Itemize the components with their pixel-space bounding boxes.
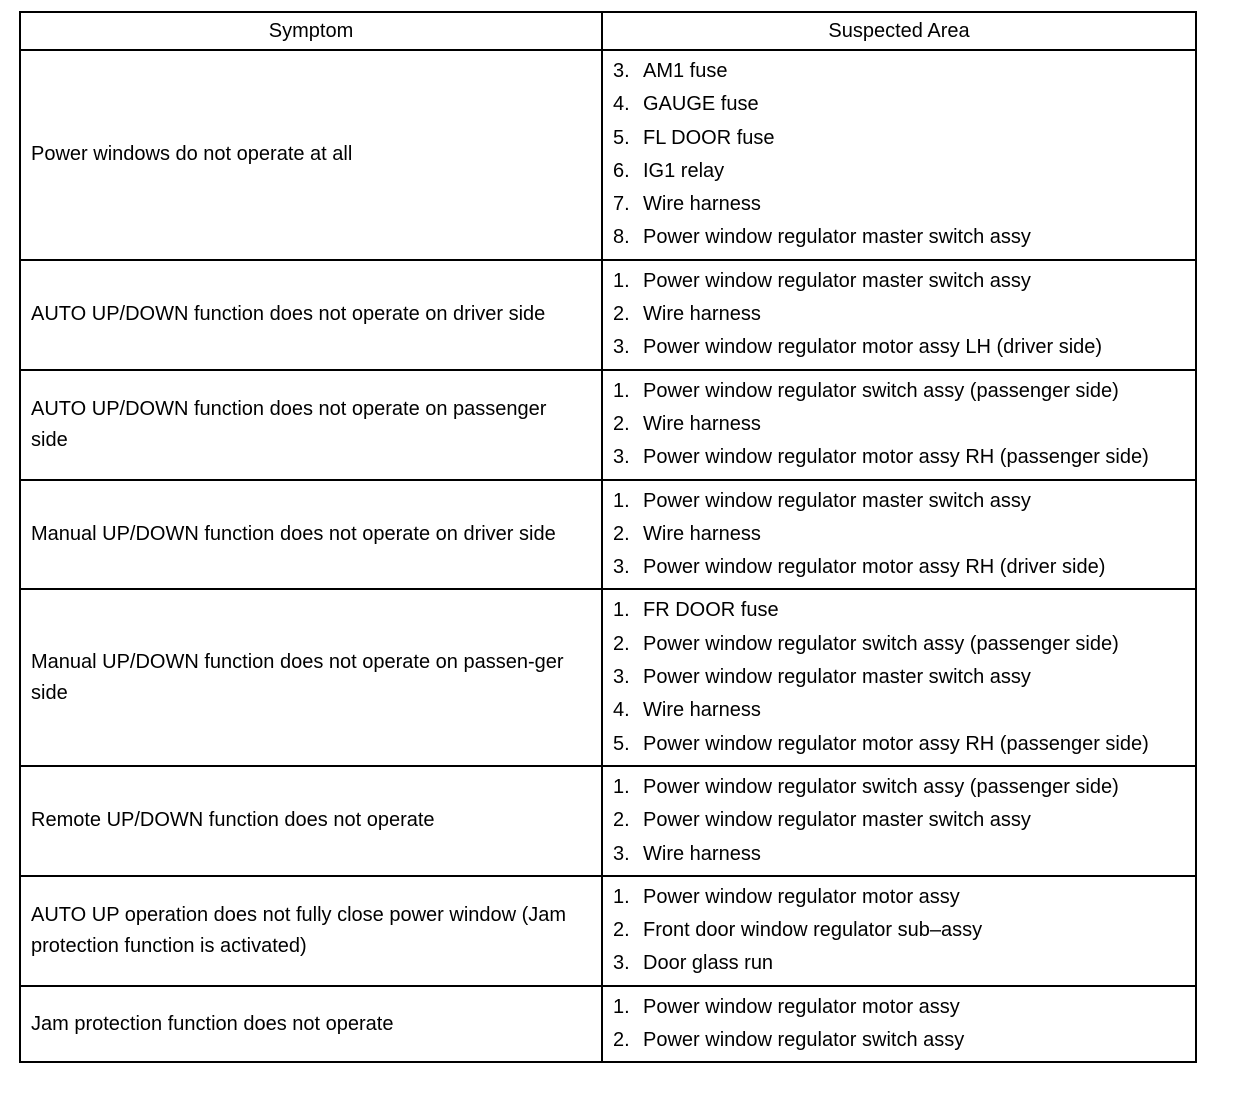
item-text: Power window regulator motor assy RH (passenger side) [643, 732, 1149, 755]
suspected-area-item [613, 914, 1185, 947]
item-text: Power window regulator motor assy LH (driver side) [643, 336, 1103, 359]
item-text: IG1 relay [643, 159, 725, 182]
item-number: 3. [613, 60, 630, 82]
suspected-area-item [613, 838, 1185, 871]
suspected-area-list [613, 594, 1185, 760]
item-number: 2. [613, 919, 630, 942]
item-number: 2. [613, 632, 630, 655]
symptom-cell: Manual UP/DOWN function does not operate on passen-ger side [20, 589, 602, 765]
table-row [20, 370, 1196, 480]
item-text: Wire harness [643, 412, 761, 435]
item-text: Power window regulator switch assy (passenger side) [643, 379, 1119, 402]
item-number: 5. [613, 126, 630, 149]
item-number: 6. [613, 159, 630, 182]
item-number: 3. [613, 842, 630, 865]
item-text: AM1 fuse [643, 60, 728, 82]
item-number: 2. [613, 809, 630, 832]
suspected-area-item [613, 594, 1185, 627]
item-text: Power window regulator master switch assy [643, 809, 1031, 832]
suspected-area-item [613, 1024, 1185, 1057]
item-number: 1. [613, 775, 630, 798]
item-text: Power window regulator master switch assy [643, 666, 1031, 689]
item-number: 1. [613, 599, 630, 622]
item-text: Power window regulator master switch assy [643, 269, 1031, 292]
suspected-area-item [613, 122, 1185, 155]
item-text: GAUGE fuse [643, 93, 759, 116]
suspected-area-list [613, 375, 1185, 475]
table-row [20, 480, 1196, 590]
suspected-area-cell [602, 370, 1196, 480]
item-number: 1. [613, 269, 630, 292]
suspected-area-list [613, 55, 1185, 255]
suspected-area-item [613, 298, 1185, 331]
suspected-area-item [613, 947, 1185, 980]
suspected-area-item [613, 221, 1185, 254]
suspected-area-cell [602, 480, 1196, 590]
item-number: 2. [613, 1029, 630, 1052]
item-number: 1. [613, 885, 630, 908]
symptom-cell: Jam protection function does not operate [20, 986, 602, 1063]
symptom-cell: AUTO UP/DOWN function does not operate on driver side [20, 260, 602, 370]
table-body [20, 50, 1196, 1062]
item-number: 8. [613, 226, 630, 249]
suspected-area-item [613, 694, 1185, 727]
suspected-area-item [613, 331, 1185, 364]
item-number: 5. [613, 732, 630, 755]
suspected-area-item [613, 375, 1185, 408]
item-text: Wire harness [643, 699, 761, 722]
suspected-area-item [613, 265, 1185, 298]
item-text: Wire harness [643, 303, 761, 326]
problem-symptoms-table [19, 11, 1197, 1063]
suspected-area-item [613, 728, 1185, 761]
item-number: 3. [613, 666, 630, 689]
item-text: Power window regulator switch assy [643, 1029, 965, 1052]
item-text: Power window regulator switch assy (passenger side) [643, 775, 1119, 798]
item-number: 3. [613, 952, 630, 975]
suspected-area-item [613, 771, 1185, 804]
suspected-area-list [613, 265, 1185, 365]
item-number: 2. [613, 303, 630, 326]
item-text: Power window regulator switch assy (passenger side) [643, 632, 1119, 655]
suspected-area-item [613, 441, 1185, 474]
suspected-area-cell [602, 589, 1196, 765]
item-text: Door glass run [643, 952, 774, 975]
item-text: Power window regulator master switch assy [643, 489, 1031, 512]
suspected-area-item [613, 485, 1185, 518]
table-row [20, 260, 1196, 370]
symptom-cell: Remote UP/DOWN function does not operate [20, 766, 602, 876]
item-text: FR DOOR fuse [643, 599, 779, 622]
header-symptom: Symptom [20, 12, 602, 50]
suspected-area-item [613, 188, 1185, 221]
suspected-area-item [613, 55, 1185, 88]
item-number: 3. [613, 336, 630, 359]
item-text: Power window regulator master switch assy [643, 226, 1031, 249]
item-number: 4. [613, 699, 630, 722]
item-number: 4. [613, 93, 630, 116]
suspected-area-list [613, 485, 1185, 585]
item-number: 1. [613, 995, 630, 1018]
symptom-cell: Power windows do not operate at all [20, 50, 602, 260]
table-row [20, 876, 1196, 986]
suspected-area-item [613, 551, 1185, 584]
suspected-area-item [613, 518, 1185, 551]
item-text: Power window regulator motor assy RH (passenger side) [643, 446, 1149, 469]
item-text: Power window regulator motor assy [643, 995, 960, 1018]
suspected-area-list [613, 991, 1185, 1058]
suspected-area-item [613, 991, 1185, 1024]
table-row [20, 766, 1196, 876]
suspected-area-item [613, 408, 1185, 441]
item-number: 1. [613, 489, 630, 512]
item-text: Wire harness [643, 842, 761, 865]
suspected-area-list [613, 771, 1185, 871]
symptom-cell: Manual UP/DOWN function does not operate on driver side [20, 480, 602, 590]
suspected-area-item [613, 628, 1185, 661]
suspected-area-item [613, 881, 1185, 914]
suspected-area-item [613, 804, 1185, 837]
table-header-row [20, 12, 1196, 50]
table-row [20, 50, 1196, 260]
item-number: 2. [613, 412, 630, 435]
suspected-area-cell [602, 876, 1196, 986]
item-text: FL DOOR fuse [643, 126, 775, 149]
suspected-area-cell [602, 260, 1196, 370]
suspected-area-item [613, 88, 1185, 121]
item-number: 3. [613, 446, 630, 469]
symptom-cell: AUTO UP operation does not fully close power window (Jam protection function is activated) [20, 876, 602, 986]
table-row [20, 589, 1196, 765]
item-number: 2. [613, 522, 630, 545]
table-row [20, 986, 1196, 1063]
suspected-area-item [613, 661, 1185, 694]
suspected-area-cell [602, 986, 1196, 1063]
item-text: Power window regulator motor assy RH (driver side) [643, 556, 1106, 579]
item-text: Wire harness [643, 193, 761, 216]
item-number: 3. [613, 556, 630, 579]
symptom-cell: AUTO UP/DOWN function does not operate on passenger side [20, 370, 602, 480]
item-text: Wire harness [643, 522, 761, 545]
item-text: Front door window regulator sub–assy [643, 919, 983, 942]
suspected-area-cell [602, 766, 1196, 876]
suspected-area-list [613, 881, 1185, 981]
item-number: 1. [613, 379, 630, 402]
suspected-area-cell [602, 50, 1196, 260]
header-suspected-area: Suspected Area [602, 12, 1196, 50]
item-number: 7. [613, 193, 630, 216]
suspected-area-item [613, 155, 1185, 188]
item-text: Power window regulator motor assy [643, 885, 960, 908]
